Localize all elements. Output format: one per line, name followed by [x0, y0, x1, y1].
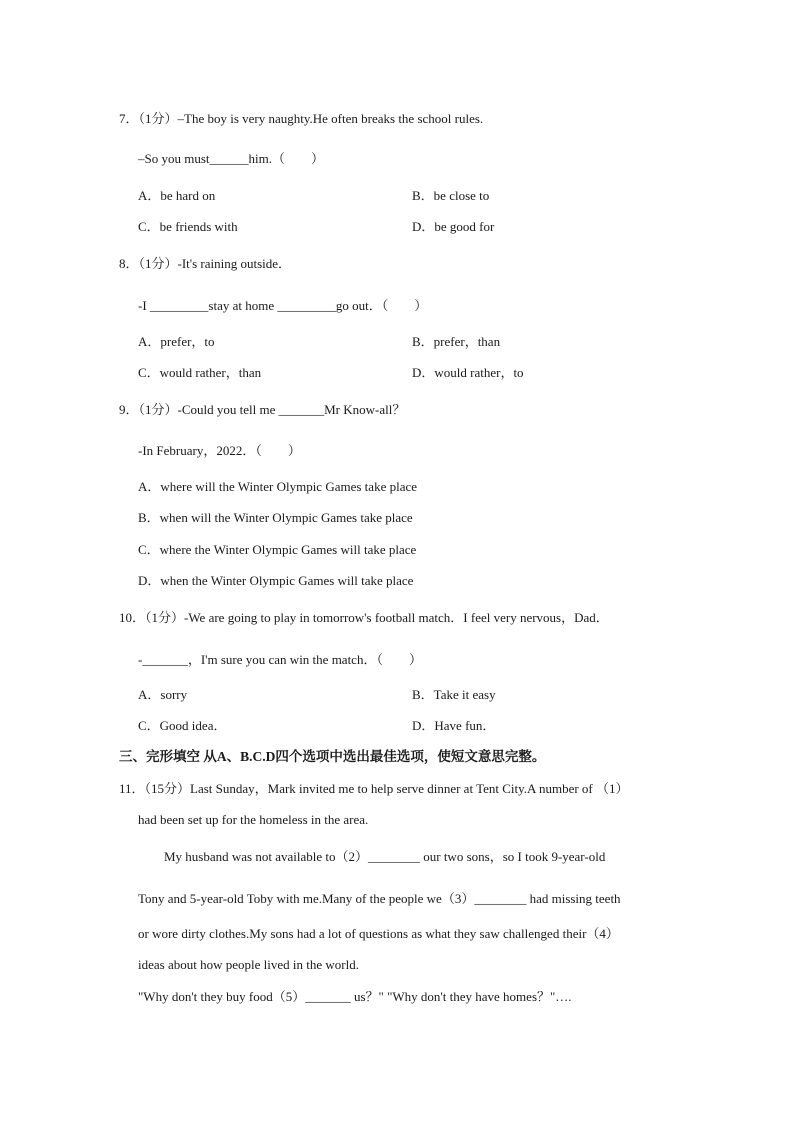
- question-11-line-4: Tony and 5-year-old Toby with me.Many of the people we（3）________ had missing teeth: [138, 891, 621, 906]
- question-11-line-1: 11．（15分）Last Sunday，Mark invited me to help serve dinner at Tent City.A number of （1）: [119, 781, 629, 796]
- question-11-line-5: or wore dirty clothes.My sons had a lot of questions as what they saw challenged their（4）: [138, 926, 619, 941]
- question-9-stem: 9．（1分）-Could you tell me _______Mr Know-all？: [119, 402, 406, 417]
- question-7-option-c: C．be friends with: [138, 219, 238, 234]
- question-9-option-d: D．when the Winter Olympic Games will take place: [138, 573, 414, 588]
- question-11-line-3: My husband was not available to（2）________ our two sons，so I took 9-year-old: [164, 849, 606, 864]
- question-8-option-b: B．prefer，than: [412, 334, 501, 349]
- question-7-option-a: A．be hard on: [138, 188, 216, 203]
- question-9-line2: -In February，2022．（ ）: [138, 443, 301, 458]
- question-10-line2: -_______，I'm sure you can win the match．（ ）: [138, 652, 422, 667]
- question-10-option-b: B．Take it easy: [412, 687, 496, 702]
- question-8-stem: 8．（1分）-It's raining outside．: [119, 256, 292, 271]
- question-8-option-d: D．would rather，to: [412, 365, 524, 380]
- question-8-option-a: A．prefer，to: [138, 334, 215, 349]
- question-10-option-a: A．sorry: [138, 687, 188, 702]
- question-10-option-c: C．Good idea．: [138, 718, 227, 733]
- question-10-stem: 10．（1分）-We are going to play in tomorrow's football match．I feel very nervous，Dad．: [119, 610, 609, 625]
- question-8-line2: -I _________stay at home _________go out．（ ）: [138, 298, 428, 313]
- question-7-line2: –So you must______him.（ ）: [138, 151, 324, 166]
- question-7-option-d: D．be good for: [412, 219, 495, 234]
- question-11-line-7: "Why don't they buy food（5）_______ us？" "Why don't they have homes？"….: [138, 989, 572, 1004]
- question-11-line-2: had been set up for the homeless in the area.: [138, 812, 369, 827]
- question-8-option-c: C．would rather，than: [138, 365, 262, 380]
- question-9-option-a: A．where will the Winter Olympic Games take place: [138, 479, 418, 494]
- question-10-option-d: D．Have fun．: [412, 718, 496, 733]
- question-7-stem: 7．（1分）–The boy is very naughty.He often breaks the school rules.: [119, 111, 484, 126]
- question-7-option-b: B．be close to: [412, 188, 490, 203]
- section-3-title: 三、完形填空 从A、B.C.D四个选项中选出最佳选项，使短文意思完整。: [119, 749, 546, 764]
- question-9-option-c: C．where the Winter Olympic Games will take place: [138, 542, 417, 557]
- question-11-line-6: ideas about how people lived in the world.: [138, 957, 359, 972]
- question-9-option-b: B．when will the Winter Olympic Games take place: [138, 510, 413, 525]
